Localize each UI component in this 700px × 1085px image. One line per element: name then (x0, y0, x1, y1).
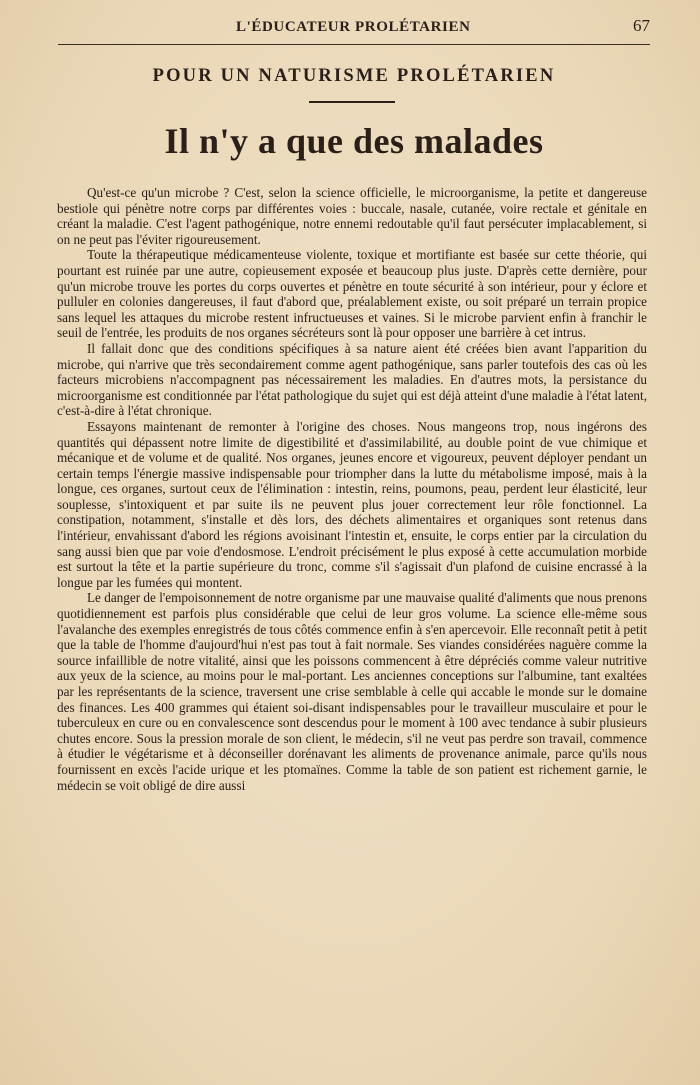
running-title: L'ÉDUCATEUR PROLÉTARIEN (236, 19, 471, 35)
article-title: Il n'y a que des malades (164, 121, 544, 161)
section-title: POUR UN NATURISME PROLÉTARIEN (152, 66, 556, 86)
page-number: 67 (633, 16, 650, 35)
paragraph: Essayons maintenant de remonter à l'origine des choses. Nous mangeons trop, nous ingérons des quantités qui dépassent notre limite de digestibilité et d'assimilabilité, au double point de vue chimique et mécanique et de volume et de qualité. Nos organes, jeunes encore et vigoureux, peuvent déployer pendant un certain temps l'énergie massive indispensable pour triompher dans la lutte du métabolisme imposé, mais à la longue, ces organes, surtout ceux de l'élimination : intestin, reins, poumons, peau, perdent leur élasticité, leur souplesse, s'intoxiquent et par suite ils ne peuvent plus jouer correctement leur rôle fonctionnel. La constipation, notamment, s'installe et dès lors, des déchets alimentaires et organiques sont retenus dans l'intérieur, envahissant d'abord les régions avoisinant l'intestin et, ensuite, le corps entier par la circulation du sang aussi bien que par voie d'endosmose. L'endroit précisément le plus exposé à cette accumulation morbide est surtout la tête et la partie supérieure du tronc, comme s'il s'agissait d'un plafond de cuisine encrassé à la longue par les fumées qui montent. (57, 418, 647, 590)
paragraph: Toute la thérapeutique médicamenteuse violente, toxique et mortifiante est basée sur cette théorie, qui pourtant est ruinée par une autre, copieusement exposée et beaucoup plus juste. D'après cette dernière, pour qu'un microbe trouve les portes du corps ouvertes et pénètre en toute sécurité à son intérieur, pour y éclore et pulluler en colonies dangereuses, il faut d'abord que, préalablement existe, ou soit préparé un terrain propice sans lequel les attaques du microbe restent infructueuses et vaines. Si le microbe parvient enfin à franchir le seuil de l'entrée, les produits de nos organes sécréteurs sont là pour opposer une barrière à cet intrus. (57, 247, 647, 341)
running-header (58, 14, 650, 45)
article-body (57, 185, 647, 793)
paragraph: Qu'est-ce qu'un microbe ? C'est, selon la science officielle, le microorganisme, la petite et dangereuse bestiole qui pénètre notre corps par différentes voies : buccale, nasale, cutanée, voire rectale et génitale en créant la maladie. C'est l'agent pathogénique, notre ennemi redoutable qu'il faut persécuter implacablement, si on ne peut pas l'éviter rigoureusement. (57, 185, 647, 247)
title-divider (309, 101, 395, 103)
paragraph: Le danger de l'empoisonnement de notre organisme par une mauvaise qualité d'aliments que nous prenons quotidiennement est parfois plus considérable que celui de leur gros volume. La science elle-même sous l'avalanche des exemples enregistrés de tous côtés commence enfin à s'en apercevoir. Elle reconnaît petit à petit que la table de l'homme d'aujourd'hui n'est pas tout à fait normale. Ses viandes considérées naguère comme la source infaillible de notre vitalité, ainsi que les poissons commencent à être dépréciés comme valeur nutritive aux yeux de la science, au moins pour le mal-portant. Les anciennes conceptions sur l'albumine, tant exaltées par les représentants de la science, traversent une crise semblable à celle qui accable le monde sur le domaine des finances. Les 400 grammes qui étaient soi-disant indispensables pour le travailleur musculaire et pour le tuberculeux en cure ou en convalescence sont descendus pour le moment à 100 avec tendance à subir plusieurs chutes encore. Sous la pression morale de son client, le médecin, s'il ne veut pas perdre son travail, commence à étudier le végétarisme et à déconseiller dorénavant les aliments de provenance animale, parce qu'ils nous fournissent en excès l'acide urique et les ptomaïnes. Comme la table de son patient est richement garnie, le médecin se voit obligé de dire aussi (57, 590, 647, 793)
paragraph: Il fallait donc que des conditions spécifiques à sa nature aient été créées bien avant l'apparition du microbe, qui n'arrive que très secondairement comme agent pathogénique, sans parler toutefois des cas où les facteurs microbiens n'accompagnent pas nécessairement les maladies. En d'autres mots, la persistance du microorganisme est conditionnée par l'état pathologique du sujet qui est déjà atteint d'une maladie à l'état latent, c'est-à-dire à l'état chronique. (57, 340, 647, 419)
